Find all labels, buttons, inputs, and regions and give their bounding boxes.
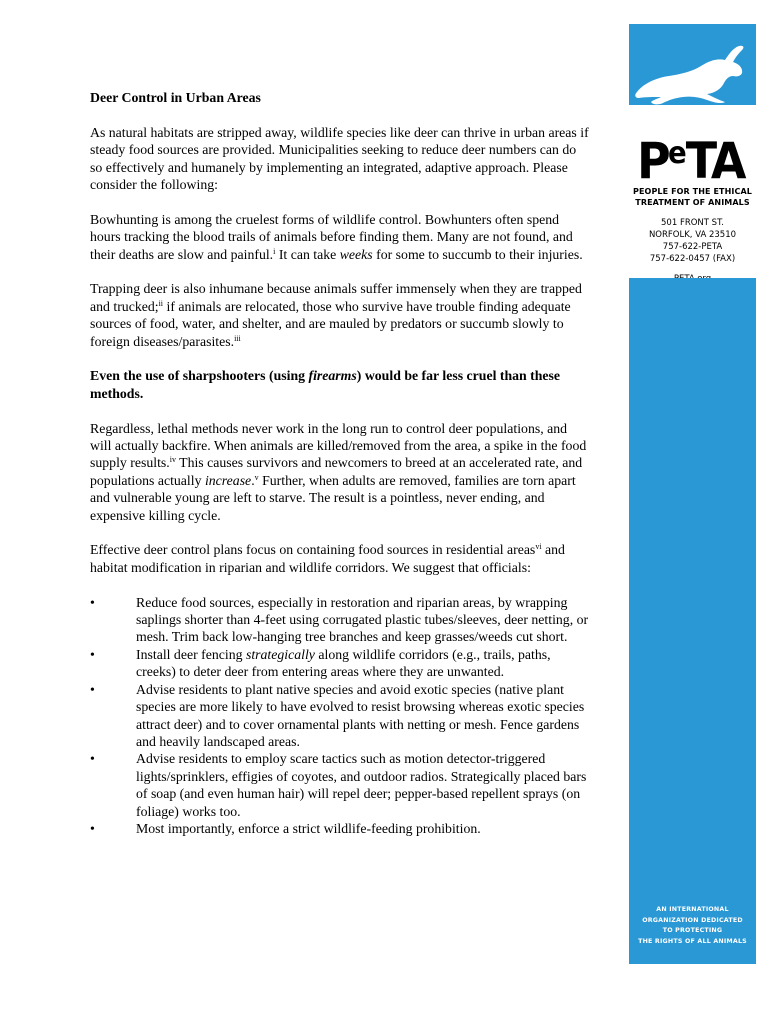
bullet-icon: • — [90, 646, 95, 662]
list-item: • Reduce food sources, especially in restoration and riparian areas, by wrapping saplings shorter than 4-feet using corrugated plastic tubes/sleeves, deer netting, or mesh. Trim back low-hanging tree branches and keep grasses/weeds cut short. — [90, 594, 589, 645]
bullet-icon: • — [90, 681, 95, 697]
letter-body — [90, 89, 590, 837]
sidebar-blue-band-bottom — [629, 278, 756, 964]
list-item: • Advise residents to plant native species and avoid exotic species (native plant species are more likely to have evolved to resist browsing whereas exotic species attract deer) and to cover ornamental plants with netting or mesh. Fence gardens and heavily landscaped areas. — [90, 681, 585, 749]
bullet-icon: • — [90, 594, 95, 610]
list-item: • Advise residents to employ scare tactics such as motion detector-triggered lights/sprinklers, effigies of coyotes, and outdoor radios. Strategically placed bars of soap (and even human hair) will repel deer; pepper-based repellent sprays (on foliage) works too. — [90, 751, 587, 819]
document-title: Deer Control in Urban Areas — [90, 90, 261, 105]
intro-paragraph: As natural habitats are stripped away, wildlife species like deer can thrive in urban areas if steady food sources are provided. Municipalities seeking to reduce deer numbers can do so effectively and humanely by implementing an integrated, adaptive approach. Please consider the following: — [90, 124, 589, 193]
bullet-icon: • — [90, 751, 95, 767]
control-plans-paragraph: Effective deer control plans focus on containing food sources in residential areas$^{vi}$ and habitat modification in riparian and wildlife corridors. We suggest that officials: — [90, 542, 565, 575]
trapping-paragraph: Trapping deer is also inhumane because animals suffer immensely when they are trapped and trucked;$^{ii}$ if animals are relocated, those who survive have trouble finding adequate sources of food, water, and shelter, and are mauled by predators or succumb slowly to foreign diseases/parasites.$^{iii}$ — [90, 281, 582, 349]
peta-logo: $P^eTA$ — [637, 132, 744, 190]
bowhunting-paragraph: Bowhunting is among the cruelest forms of wildlife control. Bowhunters often spend hours tracking the blood trails of animals before finding them. Many are not found, and their deaths are slow and painful.$^i$ It can take weeks for some to succumb to their injuries. — [90, 211, 583, 262]
organization-tagline: AN INTERNATIONAL ORGANIZATION DEDICATED TO PROTECTING THE RIGHTS OF ALL ANIMALS — [638, 906, 747, 945]
list-item: • Install deer fencing strategically along wildlife corridors (e.g., trails, paths, creeks) to deter deer from entering areas where they are unwanted. — [90, 646, 551, 680]
footnote-ref: v — [254, 472, 259, 482]
letterhead-sidebar — [629, 24, 756, 964]
recommendations-list — [90, 594, 590, 838]
footnote-ref: ii — [158, 298, 164, 308]
organization-address: 501 FRONT ST. NORFOLK, VA 23510 757-622-PETA 757-622-0457 (FAX) — [648, 218, 737, 264]
list-item: • Most importantly, enforce a strict wildlife-feeding prohibition. — [90, 820, 481, 836]
lethal-methods-paragraph: Regardless, lethal methods never work in the long run to control deer populations, and will actually backfire. When animals are killed/removed from the area, a spike in the food supply results.$^{iv}$ This causes survivors and newcomers to breed at an accelerated rate, and populations actually increase.$^v$ Further, when adults are removed, families are torn apart and vulnerable young are left to starve. The result is a pointless, never ending, and expensive killing cycle. — [90, 420, 587, 523]
sharpshooters-paragraph: Even the use of sharpshooters (using firearms) would be far less cruel than these methods. — [90, 368, 561, 401]
footnote-ref: iv — [169, 455, 176, 465]
footnote-ref: i — [273, 246, 276, 256]
footnote-ref: vi — [535, 542, 542, 552]
rabbit-icon — [629, 42, 756, 114]
bullet-icon: • — [90, 820, 95, 836]
organization-name: PEOPLE FOR THE ETHICAL TREATMENT OF ANIMALS — [633, 187, 752, 207]
footnote-ref: iii — [234, 333, 241, 343]
